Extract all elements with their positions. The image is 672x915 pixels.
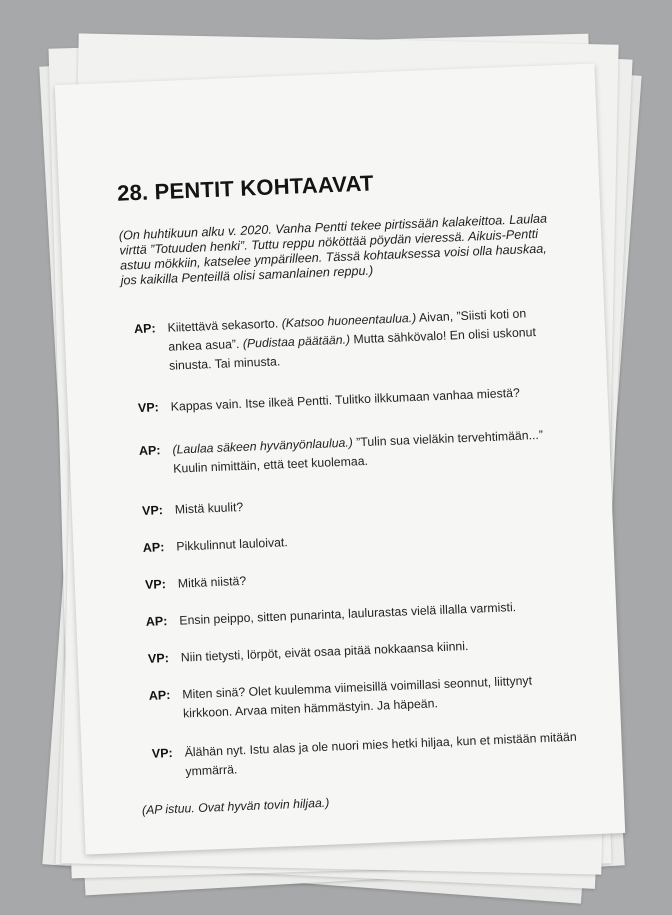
- inline-stage-direction: (Laulaa säkeen hyvänyönlaulua.): [172, 434, 354, 457]
- dialogue-text: [180, 632, 575, 667]
- dialogue-line: [127, 424, 568, 480]
- speaker-label: AP:: [138, 442, 161, 458]
- dialogue-text: [184, 727, 580, 781]
- spoken-text: Kiitettävä sekasorto.: [167, 315, 282, 335]
- dialogue-text: [179, 595, 574, 630]
- inline-stage-direction: (Pudistaa päätään.): [242, 332, 351, 351]
- speaker-label: VP:: [151, 745, 173, 761]
- dialogue-text: [182, 669, 578, 723]
- dialogue-text: [170, 381, 565, 416]
- spoken-text: Niin tietysti, lörpöt, eivät osaa pitää nokkaansa kiinni.: [180, 638, 469, 665]
- stage-direction-final: (AP istuu. Ovat hyvän tovin hiljaa.): [141, 795, 330, 817]
- speaker-label: AP:: [133, 320, 156, 336]
- dialogue-line: [125, 381, 565, 418]
- spoken-text: Pikkulinnut lauloivat.: [176, 534, 288, 554]
- spoken-text: Kappas vain. Itse ilkeä Pentti. Tulitko ilkkumaan vanhaa miestä?: [170, 385, 521, 414]
- stage-direction-intro: (On huhtikuun alku v. 2020. Vanha Pentti tekee pirtissään kalakeittoa. Laulaa virttä ”Totuuden henki”. Tuttu reppu nököttää pöydän vieressä. Aikuis-Pentti astuu mökkiin, katselee ympärilleen. Tässä kohtauksessa voisi olla hauskaa, jos kaikilla Penteillä olisi samanlainen reppu.): [118, 211, 548, 288]
- dialogue-line: [134, 595, 574, 632]
- spoken-text: ”Tulin sua vieläkin tervehtimään...” Kuulin nimittäin, että teet kuolemaa.: [172, 427, 544, 476]
- speaker-label: VP:: [144, 576, 167, 592]
- dialogue-line: [139, 727, 580, 783]
- spoken-text: Aivan, ”Siisti koti on ankea asua”.: [168, 305, 527, 354]
- dialogue-text: [167, 302, 564, 375]
- script-page: [55, 63, 625, 854]
- dialogue-line: [136, 632, 576, 669]
- speaker-label: VP:: [137, 399, 160, 415]
- spoken-text: Ensin peippo, sitten punarinta, laulurastas vielä illalla varmisti.: [179, 599, 517, 628]
- speaker-label: VP:: [141, 502, 164, 518]
- page-content: [117, 163, 582, 817]
- dialogue-text: [176, 521, 571, 556]
- spoken-text: Mistä kuulit?: [174, 499, 244, 517]
- inline-stage-direction: (Katsoo huoneentaulua.): [281, 310, 417, 330]
- dialogue-line: [130, 484, 570, 521]
- spoken-text: Miten sinä? Olet kuulemma viimeisillä voimillasi seonnut, liittynyt kirkkoon. Arvaa miten hämmästyin. Ja häpeän.: [182, 672, 533, 720]
- speaker-label: AP:: [142, 539, 165, 555]
- speaker-label: AP:: [145, 613, 168, 629]
- dialogue-text: [175, 484, 570, 519]
- dialogue-line: [133, 558, 573, 595]
- speaker-label: VP:: [147, 650, 170, 666]
- spoken-text: Älähän nyt. Istu alas ja ole nuori mies hetki hiljaa, kun et mistään mitään ymmärrä.: [184, 729, 577, 778]
- dialogue-line: [137, 669, 578, 725]
- dialogue-line: [131, 521, 571, 558]
- dialogue-text: [178, 558, 573, 593]
- spoken-text: Mutta sähkövalo! En olisi uskonut sinusta. Tai minusta.: [168, 324, 537, 373]
- scene-title: 28. PENTIT KOHTAAVAT: [116, 169, 375, 206]
- speaker-label: AP:: [148, 687, 171, 703]
- dialogue-line: [122, 302, 564, 377]
- dialogue-list: [122, 302, 580, 782]
- dialogue-text: [172, 424, 568, 478]
- spoken-text: Mitkä niistä?: [177, 573, 247, 591]
